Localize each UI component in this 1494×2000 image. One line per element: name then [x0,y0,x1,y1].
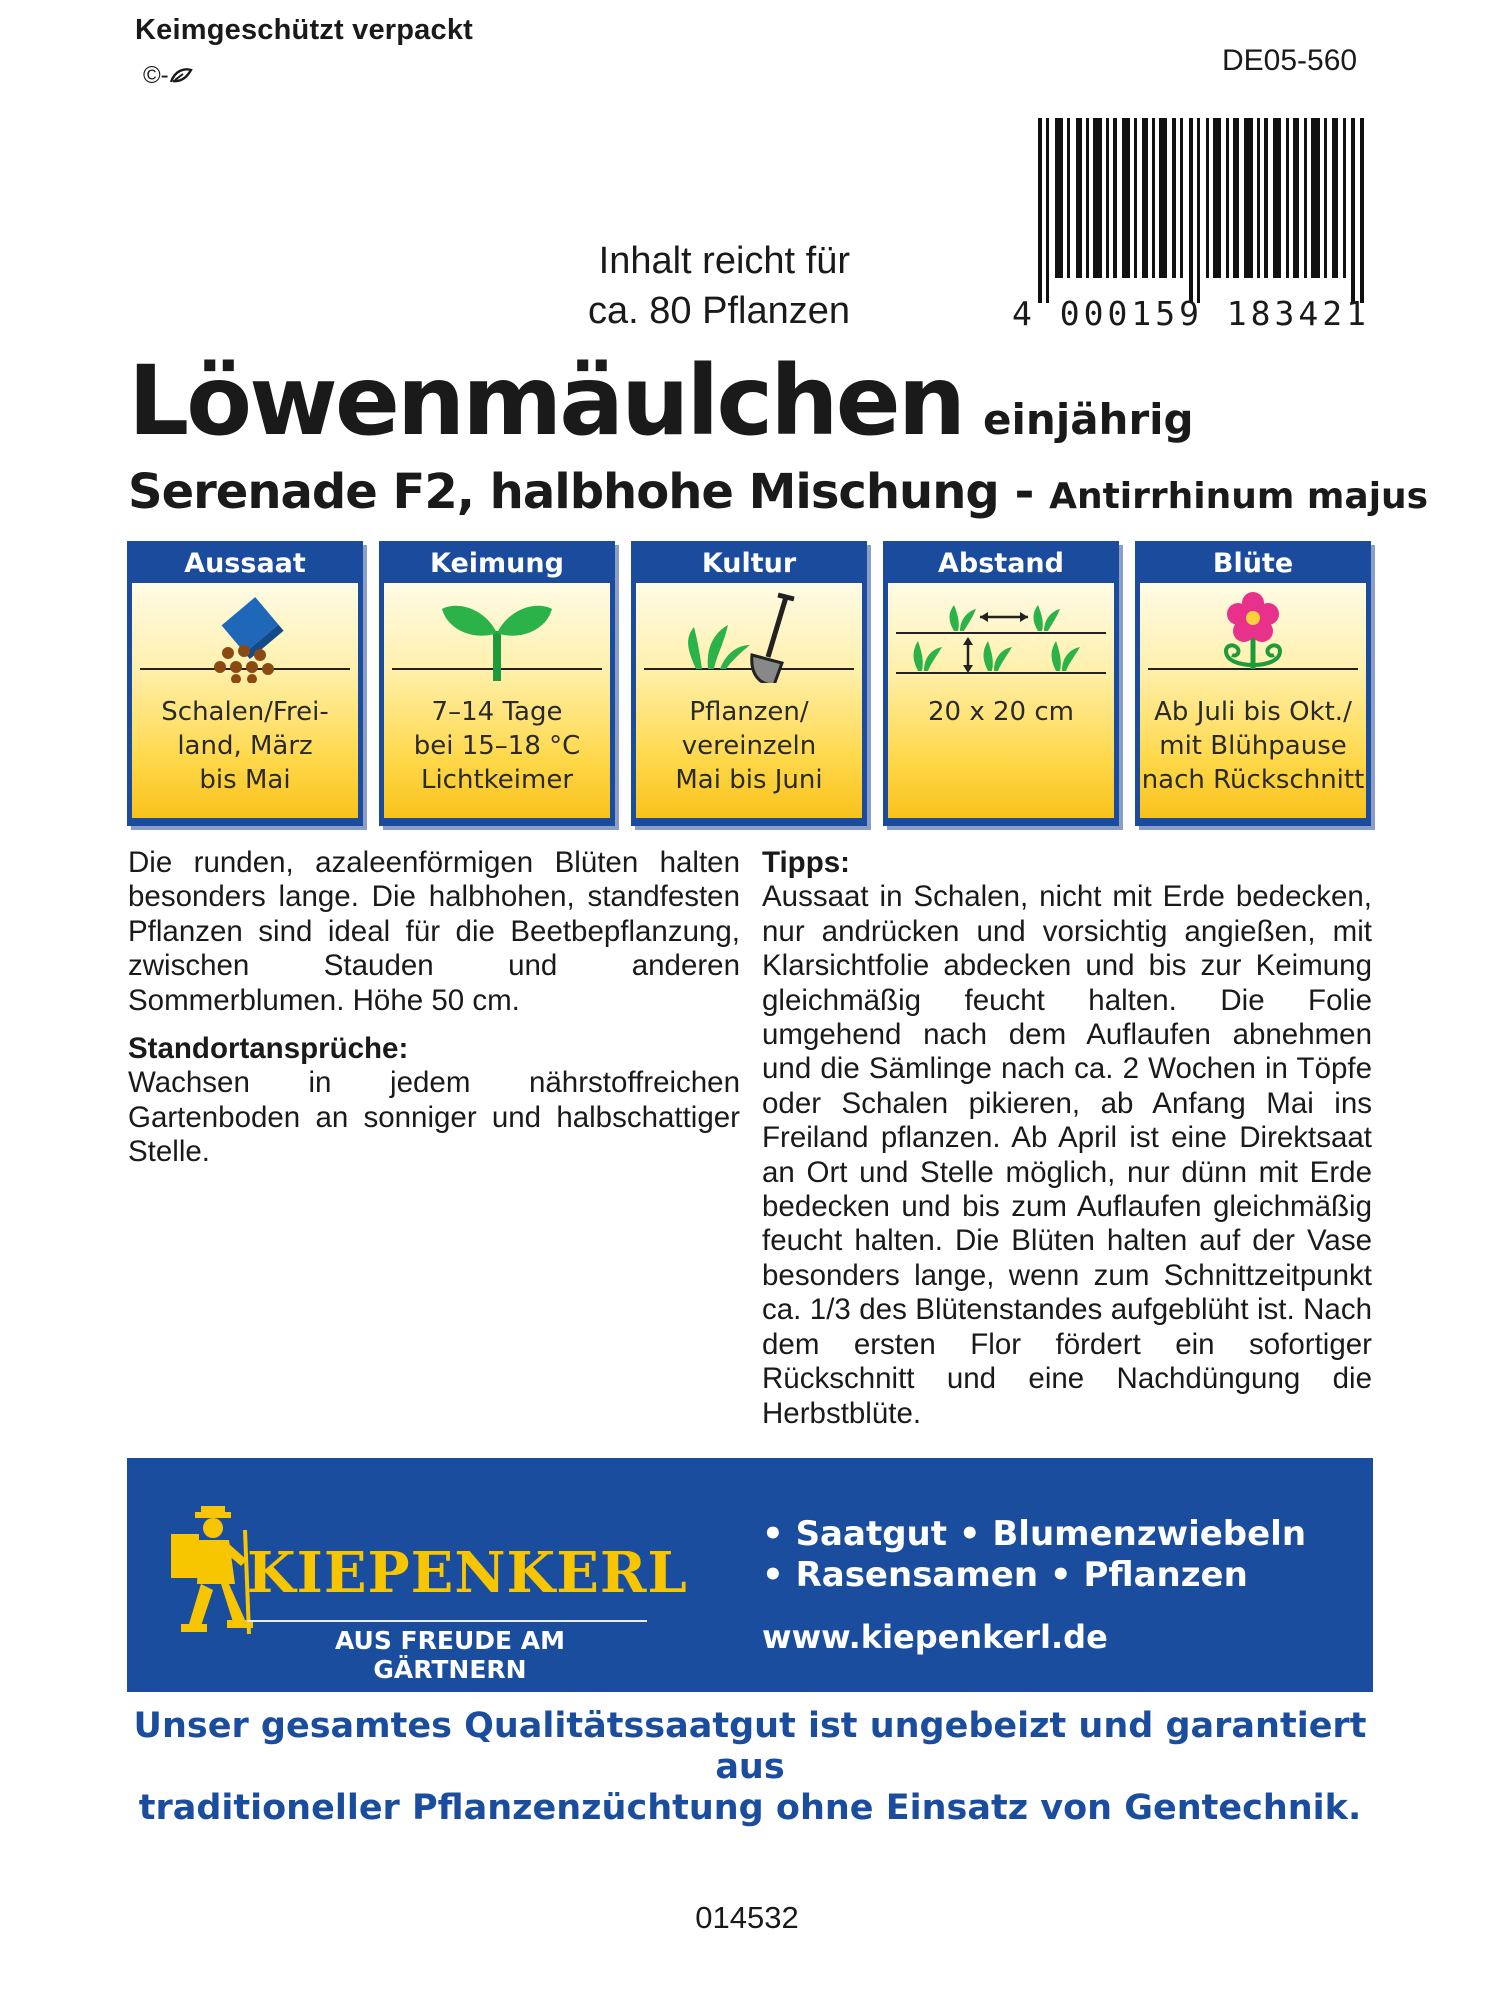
tips-column [762,846,1372,1431]
barcode-number: 4 000159 183421 [1012,294,1371,333]
article-number: DE05-560 [1222,44,1358,77]
panel-line: Schalen/Frei- [161,697,329,727]
panel-line: Pflanzen/ [689,697,809,727]
quality-statement [127,1706,1373,1829]
product-name: Löwenmäulchen [128,345,964,457]
panel-text [132,695,358,797]
panel-aussaat [127,541,363,826]
panel-abstand [883,541,1119,826]
print-code: 014532 [695,1900,799,1935]
content-note-line2: ca. 80 Pflanzen [588,290,850,332]
panel-title: Kultur [701,548,797,579]
panel-line: bis Mai [199,765,291,795]
panel-line: land, März [177,731,313,761]
panel-line: bei 15–18 °C [413,731,581,761]
spacing-icon [888,587,1114,683]
panel-line: Lichtkeimer [420,765,574,795]
brand-website-link[interactable]: www.kiepenkerl.de [762,1618,1108,1656]
leaf-icon [169,67,193,85]
packaging-note: Keimgeschützt verpackt [135,14,474,46]
brand-banner [127,1458,1373,1692]
categories-line2: • Rasensamen • Pflanzen [762,1555,1248,1595]
panel-text [636,695,862,797]
content-note-line1: Inhalt reicht für [598,240,850,282]
categories-line1: • Saatgut • Blumenzwiebeln [762,1514,1307,1554]
panel-line: Ab Juli bis Okt./ [1154,697,1352,727]
copyright-mark [143,62,193,90]
seedling-icon [384,587,610,683]
brand-logo-text: KIEPENKERL [247,1540,688,1606]
product-subtitle [128,462,1428,527]
panel-title: Abstand [938,548,1064,579]
location-text: Wachsen in jedem nährstoffreichen Gartenboden an sonniger und halbschattiger Stelle. [128,1066,740,1169]
panel-bluete [1135,541,1371,826]
panel-title: Keimung [430,548,564,579]
panel-text [1140,695,1366,797]
description-text: Die runden, azaleenförmigen Blüten halten besonders lange. Die halbhohen, standfesten Pflanzen sind ideal für die Beetbepflanzung, zwischen Stauden und anderen Sommerblumen. Höhe 50 cm. [128,846,740,1017]
panel-text [384,695,610,797]
flower-icon [1140,587,1366,683]
location-heading: Standortansprüche: [128,1032,409,1066]
panel-kultur [631,541,867,826]
panel-body [384,583,610,818]
panel-line: Mai bis Juni [675,765,823,795]
panel-text [888,695,1114,729]
description-column [128,846,740,1170]
product-latin-name: Antirrhinum majus [1049,476,1429,517]
panel-body [1140,583,1366,818]
quality-line1: Unser gesamtes Qualitätssaatgut ist ungebeizt und garantiert aus [133,1706,1367,1787]
quality-line2: traditioneller Pflanzenzüchtung ohne Einsatz von Gentechnik. [138,1788,1362,1828]
tips-text: Aussaat in Schalen, nicht mit Erde bedecken, nur andrücken und vorsichtig angießen, mit Klarsichtfolie abdecken und bis zur Keimung gleichmäßig feucht halten. Die Folie umgehend nach dem Auflaufen abnehmen und die Sämlinge nach ca. 2 Wochen in Töpfe oder Schalen pikieren, ab Anfang Mai ins Freiland pflanzen. Ab April ist eine Direktsaat an Ort und Stelle möglich, nur dünn mit Erde bedecken und bis zum Auflaufen gleichmäßig feucht halten. Die Blüten halten auf der Vase besonders lange, wenn zum Schnittzeitpunkt ca. 1/3 des Blütenstandes aufgeblüht ist. Nach dem ersten Flor fördert ein sofortiger Rückschnitt und eine Nachdüngung die Herbstblüte. [762,880,1372,1430]
product-title [128,346,1194,475]
logo-divider [247,1620,647,1622]
tips-heading: Tipps: [762,846,850,879]
content-note [500,236,850,336]
panel-title: Blüte [1212,548,1294,579]
panel-line: vereinzeln [681,731,817,761]
panel-line: 7–14 Tage [431,697,563,727]
kiepenkerl-figure-icon [167,1500,257,1640]
spade-plant-icon [636,587,862,683]
panel-body [132,583,358,818]
panel-body [636,583,862,818]
panel-line: mit Blühpause [1159,731,1347,761]
panel-keimung [379,541,615,826]
product-variety: Serenade F2, halbhohe Mischung - [128,464,1050,520]
sowing-icon [132,587,358,683]
info-panels [127,541,1373,826]
panel-body [888,583,1114,818]
panel-title: Aussaat [184,548,306,579]
copyright-text: ©- [143,62,169,89]
product-type: einjährig [983,395,1194,444]
barcode-icon [1038,118,1370,303]
panel-line: nach Rückschnitt [1141,765,1365,795]
product-categories [762,1514,1306,1596]
panel-line: 20 x 20 cm [928,697,1074,727]
brand-slogan: AUS FREUDE AM GÄRTNERN [334,1626,566,1684]
